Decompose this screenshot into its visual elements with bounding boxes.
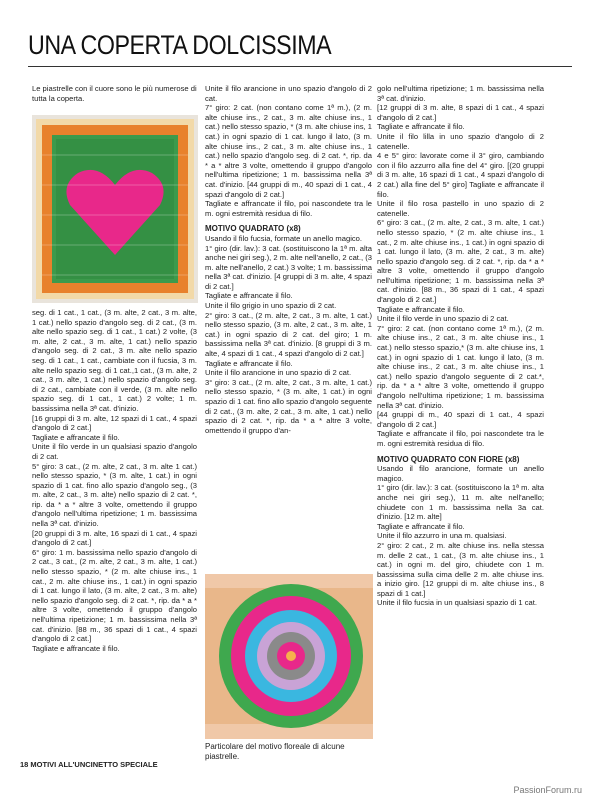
paragraph: Tagliate e affrancate il filo.	[377, 304, 465, 314]
paragraph: Unite il filo lilla in uno spazio d'angolo di 2 catenelle.	[377, 131, 544, 151]
paragraph: Tagliate e affrancate il filo.	[32, 432, 120, 442]
paragraph: 4 e 5° giro: lavorate come il 3° giro, cambiando con il filo azzurro alla fine del 4° giro. [(20 gruppi di 3 m. alte, 16 spazi di 1 cat., 4 spazi d'angolo di 2 cat.) alla fine del 5° giro] Tagliate e affrancate il filo.	[377, 151, 544, 199]
paragraph: [16 gruppi di 3 m. alte, 12 spazi di 1 cat., 4 spazi d'angolo di 2 cat.]	[32, 413, 197, 433]
paragraph: Tagliate e affrancate il filo.	[205, 291, 293, 301]
title-rule	[28, 66, 572, 67]
column-3	[377, 84, 544, 608]
paragraph: Tagliate e affrancate il filo.	[205, 358, 293, 368]
paragraph: 3° giro: 3 cat., (2 m. alte, 2 cat., 3 m. alte, 1 cat.) nello stesso spazio, * (3 m. alte, 1 cat.) in ogni spazio di 1 cat. fino allo spazio d'angolo seguente di 2 cat., (3 m. alte, 2 cat., 3 m. alte, 1 cat.) nello spazio di 2 cat. *, rip. da * a * altre 3 volte, omettendo il gruppo d'an-	[205, 377, 372, 435]
paragraph: MOTIVO QUADRATO CON FIORE (x8)	[377, 454, 520, 464]
column-1-body	[32, 308, 197, 653]
page-footer: 18 MOTIVI ALL'UNCINETTO SPECIALE	[20, 760, 158, 769]
paragraph: Tagliate e affrancate il filo.	[377, 521, 465, 531]
paragraph: Unite il filo verde in uno spazio di 2 cat.	[377, 314, 509, 324]
paragraph: 2° giro: 2 cat., 2 m. alte chiuse ins. nella stessa m. delle 2 cat., 1 cat., (3 m. alte chiuse ins., 1 cat.) in ogni m. del giro, chiudete con 1 m. bassissima sulla cima delle 2 m. alte chiuse ins. a inizio giro. [12 gruppi di m. alte chiuse ins., 8 spazi di 1 cat.]	[377, 540, 544, 598]
paragraph: Usando il filo fucsia, formate un anello magico.	[205, 233, 363, 243]
paragraph: Unite il filo rosa pastello in uno spazio di 2 catenelle.	[377, 199, 544, 218]
paragraph: Unite il filo arancione in uno spazio d'angolo di 2 cat.	[205, 84, 372, 103]
paragraph: MOTIVO QUADRATO (x8)	[205, 224, 301, 234]
paragraph: 6° giro: 3 cat., (2 m. alte, 2 cat., 3 m. alte, 1 cat.) nello stesso spazio, * (2 m. alte chiuse ins., 1 cat., 2 m. alte chiuse ins., 1 cat.) in ogni spazio di 1 cat. lungo il lato, (3 m. alte, 2 cat., 3 m. alte) nello spazio d'angolo seg. di 2 cat. *, rip. da * a * altre 3 volte, omettendo il gruppo d'angolo nell'ultima ripetizione; 1 m. bassissima nella 3ª cat. d'inizio. [88 m., 36 spazi di 1 cat., 4 spazi d'angolo di 2 cat.]	[377, 218, 544, 305]
paragraph: [44 gruppi di m., 40 spazi di 1 cat., 4 spazi d'angolo di 2 cat.]	[377, 410, 544, 429]
paragraph: 7° giro: 2 cat. (non contano come 1ª m.), (2 m. alte chiuse ins., 2 cat., 3 m. alte chiuse ins., 1 cat.) nello stesso spazio, * (3 m. alte chiuse ins, 1 cat.) in ogni spazio di 1 cat. lungo il lato, (3 m. alte chiuse ins., 2 cat., 3 m. alte chiuse ins., 1 cat.) nello spazio d'angolo seg. di 2 cat. *, rip. da * a * altre 3 volte, omettendo il gruppo d'angolo nell'ultima ripetizione; 1 m. bassissima nella 3ª cat. d'inizio. [44 gruppi di m., 40 spazi di 1 cat., 4 spazi d'angolo di 2 cat.]	[205, 103, 372, 199]
paragraph: Unite il filo verde in un qualsiasi spazio d'angolo di 2 cat.	[32, 442, 197, 461]
paragraph: golo nell'ultima ripetizione; 1 m. bassissima nella 3ª cat. d'inizio.	[377, 84, 544, 103]
paragraph: 1° giro (dir. lav.): 3 cat. (sostituiscono la 1ª m. alta anche nei giri seg.), 11 m. alte nell'anello; chiudete con 1 m. bassissima nella 3a cat. d'inizio. [12 m. alte]	[377, 483, 544, 522]
paragraph: [12 gruppi di 3 m. alte, 8 spazi di 1 cat., 4 spazi d'angolo di 2 cat.]	[377, 103, 544, 122]
photo-caption: Particolare del motivo floreale di alcune piastrelle.	[205, 742, 345, 761]
paragraph: 5° giro: 3 cat., (2 m. alte, 2 cat., 3 m. alte 1 cat.) nello stesso spazio, * (3 m. alte, 1 cat.) in ogni spazio di 1 cat. fino allo spazio d'angolo seg., (3 m. alte, 2 cat., 3 m. alte) nello spazio di 2 cat. *, rip. da * a * altre 3 volte, omettendo il gruppo d'angolo nell'ultima ripetizione; 1 m. bassissima nella 3ª cat. d'inizio.	[32, 461, 197, 529]
paragraph: Unite il filo azzurro in una m. qualsiasi.	[377, 531, 507, 541]
intro-text: Le piastrelle con il cuore sono le più numerose di tutta la coperta.	[32, 84, 197, 103]
paragraph: Unite il filo arancione in uno spazio di 2 cat.	[205, 368, 352, 378]
paragraph: seg. di 1 cat., 1 cat., (3 m. alte, 2 cat., 3 m. alte, 1 cat.) nello spazio d'angolo seg. di 2 cat., (3 m. alte nello spazio seg. di 1 cat., 1 cat.) 2 volte, (3 m. alte, 2 cat., 3 m. alte, 1 cat.) nello spazio d'angolo seg. di 2 cat., 3 m. alte nello spazio seg. di 1 cat., 1 cat., cambiate con il fucsia, 3 m. alte nello spazio seg. di 1 cat.,1 cat., (3 m. alte, 2 cat., 3 m. alte, 1 cat.) nello spazio d'angolo seg. di 2 cat., cambiate con il verde, (3 m. alte nello spazio seg. di 1 cat., 1 cat.) 2 volte; 1 m. bassissima nella 3ª cat. d'inizio.	[32, 308, 197, 413]
heart-square-photo	[32, 115, 198, 303]
paragraph: Tagliate e affrancate il filo, poi nascondete tra le m. ogni estremità residua di filo.	[205, 199, 372, 218]
page-title: UNA COPERTA DOLCISSIMA	[28, 30, 332, 60]
paragraph: 6° giro: 1 m. bassissima nello spazio d'angolo di 2 cat., 3 cat., (2 m. alte, 2 cat., 3 m. alte, 1 cat.) nello stesso spazio, * (2 m. alte chiuse ins., 1 cat., 2 m. alte chiuse ins., 1 cat.) in ogni spazio di 1 cat. lungo il lato, (3 m. alte, 2 cat., 3 m. alte) nello spazio d'angolo seg. di 2 cat. *, rip. da * a * altre 3 volte, omettendo il gruppo d'angolo nell'ultima ripetizione; 1 m. bassissima nella 3ª cat. d'inizio. [88 m., 36 spazi di 1 cat., 4 spazi d'angolo di 2 cat.]	[32, 547, 197, 644]
column-2	[205, 84, 372, 435]
column-1	[32, 84, 197, 103]
watermark: PassionForum.ru	[513, 785, 582, 795]
paragraph: Usando il filo arancione, formate un anello magico.	[377, 464, 544, 483]
paragraph: Tagliate e affrancate il filo.	[32, 643, 120, 653]
paragraph: 7° giro: 2 cat. (non contano come 1ª m.), (2 m. alte chiuse ins., 2 cat., 3 m. alte chiuse ins., 1 cat.) nello stesso spazio,* (3 m. alte chiuse ins, 1 cat.) in ogni spazio di 1 cat. lungo il lato, (3 m. alte chiuse ins., 2 cat., 3 m. alte chiuse ins., 1 cat.) nello spazio d'angolo seguente di 2 cat.*, rip. da * a * altre 3 volte, omettendo il gruppo d'angolo nell'ultima ripetizione; 1 m. bassissima nella 3ª cat. d'inizio.	[377, 323, 544, 410]
paragraph: Tagliate e affrancate il filo.	[377, 122, 465, 132]
flower-square-photo	[205, 574, 373, 739]
paragraph: [20 gruppi di 3 m. alte, 16 spazi di 1 cat., 4 spazi d'angolo di 2 cat.]	[32, 528, 197, 548]
paragraph: Unite il filo grigio in uno spazio di 2 cat.	[205, 301, 337, 311]
paragraph: 2° giro: 3 cat., (2 m. alte, 2 cat., 3 m. alte, 1 cat.) nello stesso spazio, (3 m. alte, 2 cat., 3 m. alte, 1 cat.) in ogni spazio di 2 cat. del giro; 1 m. bassissima nella 3ª cat. d'inizio. [8 gruppi di 3 m. alte, 4 spazi di 1 cat., 4 spazi d'angolo di 2 cat.]	[205, 310, 372, 359]
paragraph: Unite il filo fucsia in un qualsiasi spazio di 1 cat.	[377, 598, 537, 608]
paragraph: Tagliate e affrancate il filo, poi nascondete tra le m. ogni estremità residua di filo.	[377, 429, 544, 448]
paragraph: 1° giro (dir. lav.): 3 cat. (sostituiscono la 1ª m. alta anche nei giri seg.), 2 m. alte nell'anello, 2 cat., (3 m. alte nell'anello, 2 cat.) 3 volte; 1 m. bassissima nella 3ª cat. d'inizio. [4 gruppi di 3 m. alte, 4 spazi di 2 cat.]	[205, 243, 372, 291]
